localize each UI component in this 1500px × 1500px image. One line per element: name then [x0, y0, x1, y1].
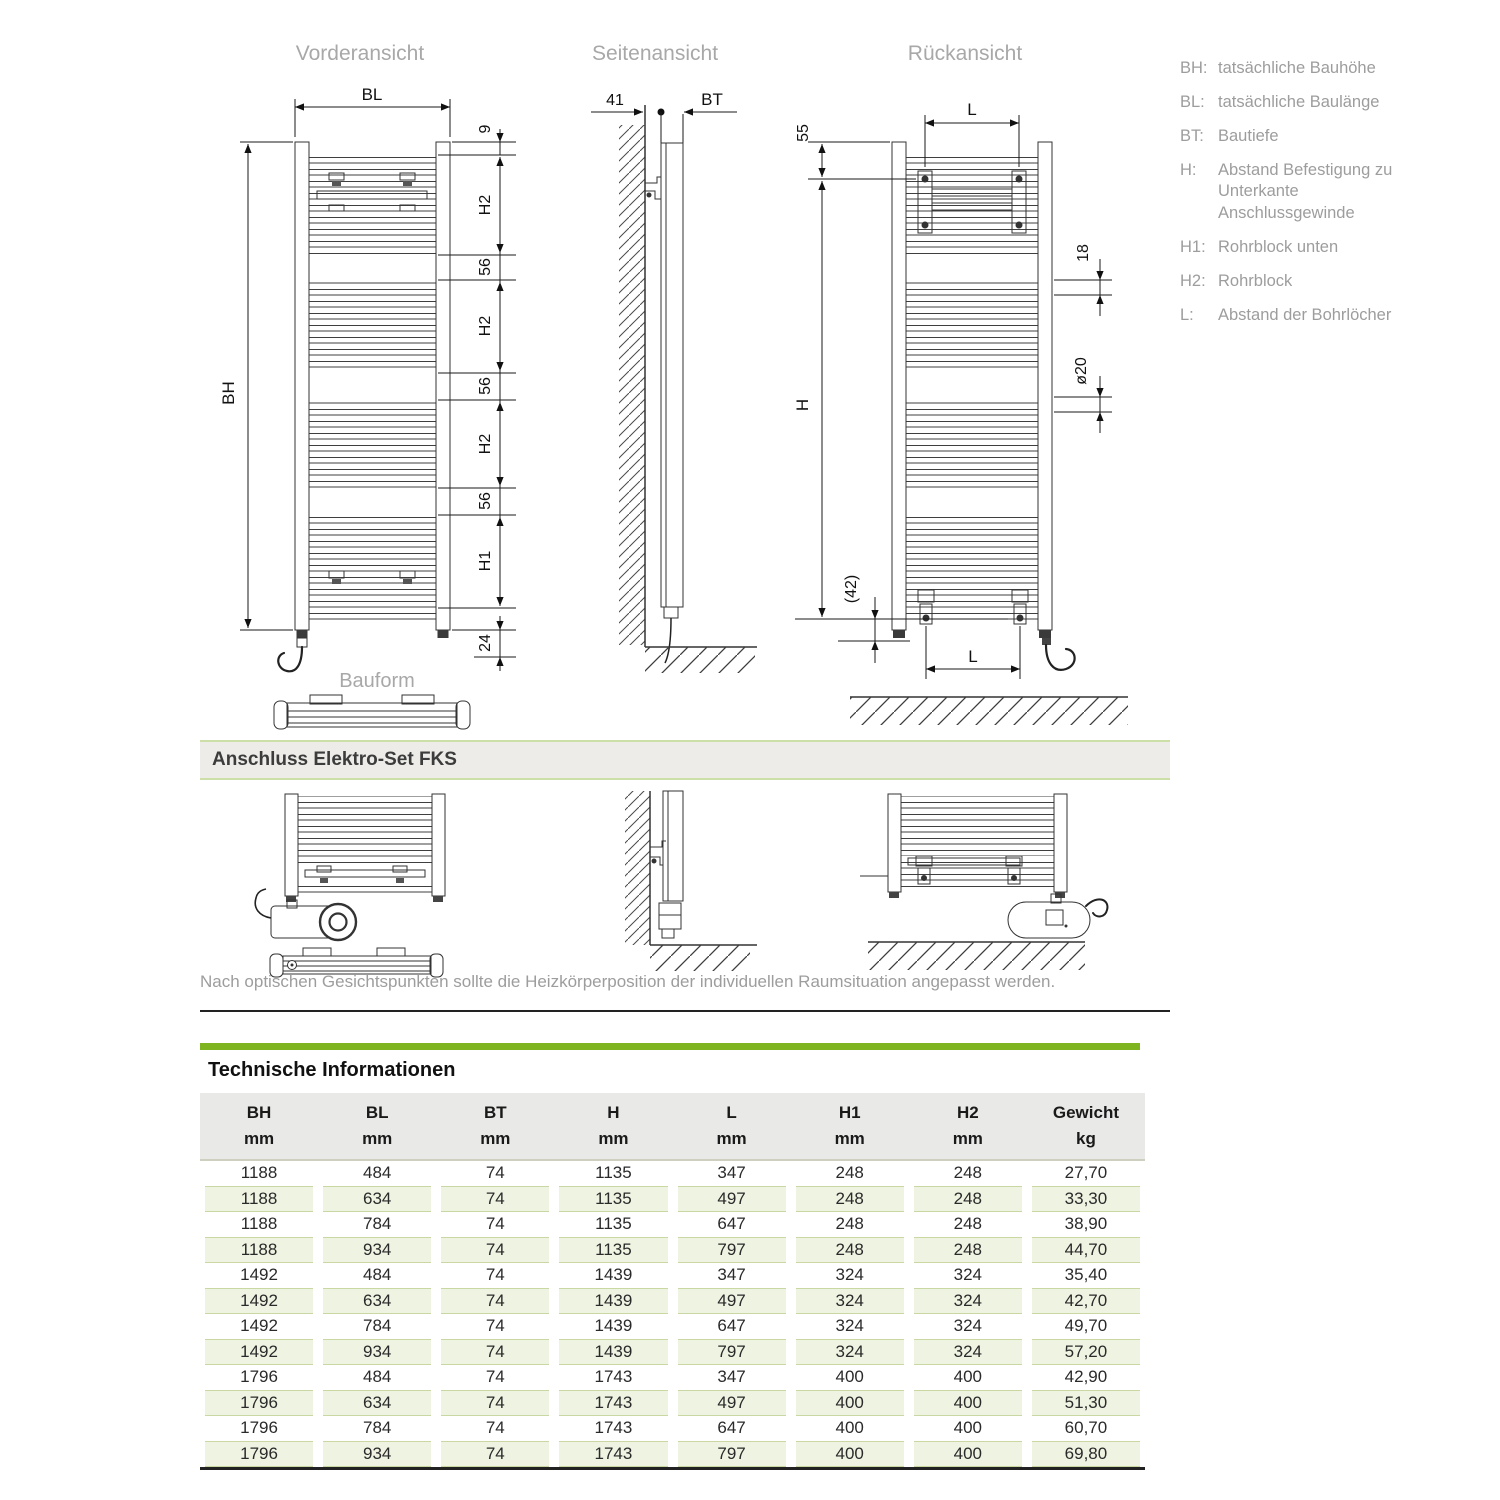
table-cell: 1439 — [554, 1288, 672, 1314]
table-cell: 42,90 — [1064, 1367, 1108, 1387]
fks-heating-element — [255, 889, 356, 940]
bracket-clamp — [403, 579, 412, 584]
dim-label-h: H — [793, 398, 812, 412]
bracket-pin — [647, 193, 652, 198]
table-title: Technische Informationen — [208, 1059, 456, 1081]
table-cell: 324 — [835, 1316, 864, 1336]
bracket-pin — [923, 615, 930, 622]
table-row — [200, 1390, 1145, 1416]
table-cell: 934 — [318, 1441, 436, 1467]
table-cell: 1188 — [200, 1237, 318, 1263]
tube-bank — [309, 613, 436, 625]
table-cell: 1796 — [200, 1441, 318, 1467]
rear-view-drawing — [780, 85, 1150, 733]
column-header: BL mm — [362, 1103, 393, 1149]
dim-label-41: 41 — [606, 92, 624, 109]
table-cell: 35,40 — [1064, 1265, 1108, 1285]
table-row — [200, 1186, 1145, 1212]
bracket-pin — [921, 875, 927, 881]
cable-hook — [278, 647, 302, 671]
table-cell: 69,80 — [1027, 1441, 1145, 1467]
rear-radiator — [892, 142, 1075, 670]
side-rail — [295, 142, 309, 630]
side-wall — [619, 105, 645, 647]
table-cell: 74 — [485, 1367, 505, 1387]
table-cell: 1743 — [594, 1418, 633, 1438]
bracket-pin — [1016, 176, 1023, 183]
legend-item — [1180, 237, 1420, 258]
dim-label-bt: BT — [701, 90, 723, 109]
table-cell: 400 — [909, 1441, 1027, 1467]
dim-label-bh: BH — [219, 381, 238, 405]
side-rail — [892, 142, 906, 630]
front-view-drawing — [190, 85, 530, 733]
table-cell: 647 — [717, 1214, 746, 1234]
foot — [438, 630, 449, 638]
table-cell: 248 — [835, 1163, 864, 1183]
bracket-pin — [1011, 875, 1017, 881]
table-cell: 38,90 — [1064, 1214, 1108, 1234]
tube-bank — [309, 515, 436, 608]
foot — [893, 630, 905, 638]
bracket-pin — [1017, 615, 1024, 622]
foot — [889, 892, 899, 898]
divider-line — [200, 1010, 1170, 1012]
table-cell: 1743 — [554, 1441, 672, 1467]
table-cell: 248 — [953, 1214, 982, 1234]
dim-label-h1: H1 — [477, 550, 494, 572]
table-cell: 647 — [717, 1418, 746, 1438]
table-cell: 248 — [791, 1186, 909, 1212]
table-cell: 324 — [953, 1316, 982, 1336]
legend-text: Abstand Befestigung zu Unterkante Anschlussgewinde — [1218, 161, 1393, 222]
table-row — [200, 1365, 1145, 1391]
bracket-pin — [1016, 222, 1023, 229]
table-cell: 497 — [673, 1186, 791, 1212]
table-cell: 1188 — [240, 1214, 278, 1234]
table-cell: 647 — [717, 1316, 746, 1336]
dim-label-h2: H2 — [477, 433, 494, 455]
dim-label-h2: H2 — [477, 194, 494, 216]
table-cell: 51,30 — [1027, 1390, 1145, 1416]
table-header-row — [200, 1093, 1145, 1161]
side-radiator — [645, 143, 683, 663]
valve — [664, 607, 678, 618]
table-cell: 324 — [835, 1265, 864, 1285]
table-cell: 634 — [318, 1288, 436, 1314]
legend-text: tatsächliche Baulänge — [1218, 93, 1380, 112]
table-cell: 1188 — [200, 1186, 318, 1212]
table-cell: 1796 — [200, 1390, 318, 1416]
table-row — [200, 1288, 1145, 1314]
table-cell: 324 — [953, 1265, 982, 1285]
column-header: H2 mm — [952, 1103, 983, 1149]
column-header: BH mm — [243, 1103, 275, 1149]
table-row — [200, 1212, 1145, 1238]
table-cell: 347 — [717, 1265, 746, 1285]
legend-item — [1180, 92, 1420, 113]
table-cell: 324 — [791, 1339, 909, 1365]
table-cell: 74 — [436, 1390, 554, 1416]
valve — [297, 638, 307, 647]
table-cell: 248 — [953, 1163, 982, 1183]
legend-key: H: — [1180, 161, 1197, 180]
table-cell: 784 — [363, 1316, 392, 1336]
tube-bank — [309, 280, 436, 373]
table-cell: 74 — [485, 1316, 505, 1336]
legend — [1180, 58, 1420, 339]
foot — [1055, 892, 1065, 898]
valve — [1042, 638, 1051, 645]
table-cell: 74 — [436, 1288, 554, 1314]
table-cell: 347 — [717, 1163, 746, 1183]
table-cell: 797 — [673, 1237, 791, 1263]
bauform-top-view — [274, 695, 470, 729]
side-rail — [1038, 142, 1052, 630]
legend-text: tatsächliche Bauhöhe — [1218, 59, 1376, 77]
bracket-pin — [922, 222, 929, 229]
dim-label-56: 56 — [477, 258, 494, 276]
table-row — [200, 1237, 1145, 1263]
fks-section-title: Anschluss Elektro-Set FKS — [212, 749, 457, 770]
table-cell: 497 — [673, 1390, 791, 1416]
table-cell: 400 — [835, 1367, 864, 1387]
bauform-label: Bauform — [339, 670, 415, 692]
side-floor — [645, 647, 757, 673]
table-cell: 1135 — [595, 1214, 632, 1234]
legend-text: Rohrblock unten — [1218, 237, 1339, 256]
dim-label-18: 18 — [1075, 244, 1092, 262]
bracket-clamp — [332, 579, 341, 584]
table-cell: 1439 — [594, 1265, 633, 1285]
fks-rear-drawing — [860, 790, 1150, 985]
dim-label-55: 55 — [795, 124, 812, 142]
table-cell: 74 — [485, 1163, 505, 1183]
fks-heating-element-rear — [1008, 894, 1107, 938]
table-cell: 784 — [363, 1214, 392, 1234]
table-cell: 248 — [835, 1214, 864, 1234]
column-header: H1 mm — [834, 1103, 865, 1149]
table-cell: 797 — [673, 1339, 791, 1365]
dim-label-l-bottom: L — [968, 647, 978, 666]
table-cell: 1743 — [594, 1367, 633, 1387]
dim-label-56: 56 — [477, 377, 494, 395]
table-cell: 42,70 — [1027, 1288, 1145, 1314]
foot — [297, 630, 308, 638]
table-body — [200, 1161, 1145, 1467]
table-cell: 797 — [673, 1441, 791, 1467]
dim-label-56: 56 — [477, 492, 494, 510]
table-cell: 400 — [791, 1390, 909, 1416]
table-row — [200, 1314, 1145, 1340]
front-view-title: Vorderansicht — [295, 42, 425, 65]
table-cell: 1492 — [200, 1288, 318, 1314]
cable-hook — [1046, 645, 1075, 670]
fks-heating-element-side — [659, 903, 681, 938]
column-header: L mm — [716, 1103, 747, 1149]
table-row — [200, 1161, 1145, 1187]
column-header: Gewicht kg — [1052, 1103, 1119, 1149]
table-cell: 484 — [363, 1265, 392, 1285]
dim-label-d20: ø20 — [1073, 357, 1090, 385]
table-cell: 74 — [436, 1441, 554, 1467]
bracket-clamp — [403, 181, 412, 186]
table-cell: 74 — [485, 1418, 505, 1438]
table-cell: 49,70 — [1064, 1316, 1108, 1336]
legend-item — [1180, 305, 1420, 326]
table-cell: 74 — [436, 1186, 554, 1212]
side-rail — [436, 142, 450, 630]
table-cell: 248 — [791, 1237, 909, 1263]
technical-table — [200, 1093, 1145, 1470]
side-view-title: Seitenansicht — [591, 42, 719, 65]
table-cell: 248 — [909, 1186, 1027, 1212]
table-cell: 324 — [791, 1288, 909, 1314]
table-cell: 60,70 — [1064, 1418, 1108, 1438]
table-cell: 400 — [953, 1367, 982, 1387]
table-cell: 1743 — [554, 1390, 672, 1416]
dim-label-24: 24 — [477, 634, 494, 652]
table-cell: 1492 — [200, 1339, 318, 1365]
fks-front-drawing — [225, 790, 535, 990]
legend-item — [1180, 160, 1420, 223]
legend-text: Abstand der Bohrlöcher — [1218, 305, 1392, 324]
legend-item — [1180, 126, 1420, 147]
table-cell: 74 — [485, 1214, 505, 1234]
table-cell: 400 — [835, 1418, 864, 1438]
legend-key: H1: — [1180, 237, 1206, 256]
table-cell: 27,70 — [1064, 1163, 1108, 1183]
table-cell: 1492 — [240, 1265, 278, 1285]
accent-bar — [200, 1043, 1140, 1050]
fks-side-drawing — [595, 785, 765, 985]
table-cell: 634 — [318, 1186, 436, 1212]
bracket-pin — [652, 859, 657, 864]
table-row — [200, 1339, 1145, 1365]
table-cell: 1135 — [554, 1186, 672, 1212]
bracket-clamp — [332, 181, 341, 186]
side-view-drawing — [585, 85, 765, 733]
cable — [255, 889, 271, 918]
table-cell: 634 — [318, 1390, 436, 1416]
table-cell: 324 — [909, 1339, 1027, 1365]
table-cell: 347 — [717, 1367, 746, 1387]
side-dimensions — [591, 109, 737, 144]
table-cell: 1796 — [240, 1367, 278, 1387]
table-cell: 74 — [436, 1339, 554, 1365]
note-text: Nach optischen Gesichtspunkten sollte die Heizkörperposition der individuellen Raumsituation angepasst werden. — [200, 972, 1056, 991]
table-cell: 484 — [363, 1367, 392, 1387]
table-cell: 74 — [436, 1237, 554, 1263]
front-radiator — [278, 142, 450, 671]
control-knob — [320, 904, 356, 940]
table-cell: 33,30 — [1027, 1186, 1145, 1212]
dim-label-l-top: L — [967, 100, 977, 119]
table-row — [200, 1416, 1145, 1442]
legend-key: L: — [1180, 305, 1194, 324]
table-cell: 1492 — [240, 1316, 278, 1336]
table-cell: 74 — [485, 1265, 505, 1285]
legend-item — [1180, 58, 1420, 79]
table-cell: 1135 — [595, 1163, 632, 1183]
legend-key: H2: — [1180, 271, 1206, 290]
fks-section-header — [200, 740, 1170, 780]
table-cell: 324 — [909, 1288, 1027, 1314]
dim-label-9: 9 — [477, 124, 494, 134]
table-cell: 1188 — [240, 1163, 278, 1183]
table-row — [200, 1263, 1145, 1289]
table-row — [200, 1441, 1145, 1467]
rear-view-title: Rückansicht — [907, 42, 1023, 65]
rear-floor — [850, 697, 1128, 725]
legend-key: BL: — [1180, 93, 1205, 112]
table-cell: 400 — [953, 1418, 982, 1438]
table-cell: 44,70 — [1027, 1237, 1145, 1263]
table-cell: 1439 — [554, 1339, 672, 1365]
foot — [1039, 630, 1051, 638]
legend-key: BT: — [1180, 127, 1204, 146]
technical-info-section — [200, 1043, 1145, 1470]
table-cell: 400 — [791, 1441, 909, 1467]
table-cell: 1439 — [594, 1316, 633, 1336]
dim-label-bl: BL — [361, 85, 383, 104]
table-cell: 57,20 — [1027, 1339, 1145, 1365]
table-cell: 934 — [318, 1237, 436, 1263]
table-cell: 1796 — [240, 1418, 278, 1438]
bracket-pin — [922, 176, 929, 183]
table-cell: 484 — [363, 1163, 392, 1183]
table-cell: 497 — [673, 1288, 791, 1314]
tube-bank — [309, 400, 436, 488]
table-cell: 934 — [318, 1339, 436, 1365]
dim-label-42: (42) — [843, 574, 860, 604]
foot — [433, 896, 443, 902]
legend-key: BH: — [1180, 59, 1208, 77]
tube-bank — [309, 155, 436, 255]
table-cell: 400 — [909, 1390, 1027, 1416]
legend-item — [1180, 271, 1420, 292]
legend-text: Rohrblock — [1218, 271, 1293, 290]
legend-text: Bautiefe — [1218, 127, 1279, 146]
table-cell: 784 — [363, 1418, 392, 1438]
table-cell: 1135 — [554, 1237, 672, 1263]
column-header: H mm — [598, 1103, 629, 1149]
dim-label-h2: H2 — [477, 315, 494, 337]
table-cell: 248 — [909, 1237, 1027, 1263]
column-header: BT mm — [480, 1103, 511, 1149]
